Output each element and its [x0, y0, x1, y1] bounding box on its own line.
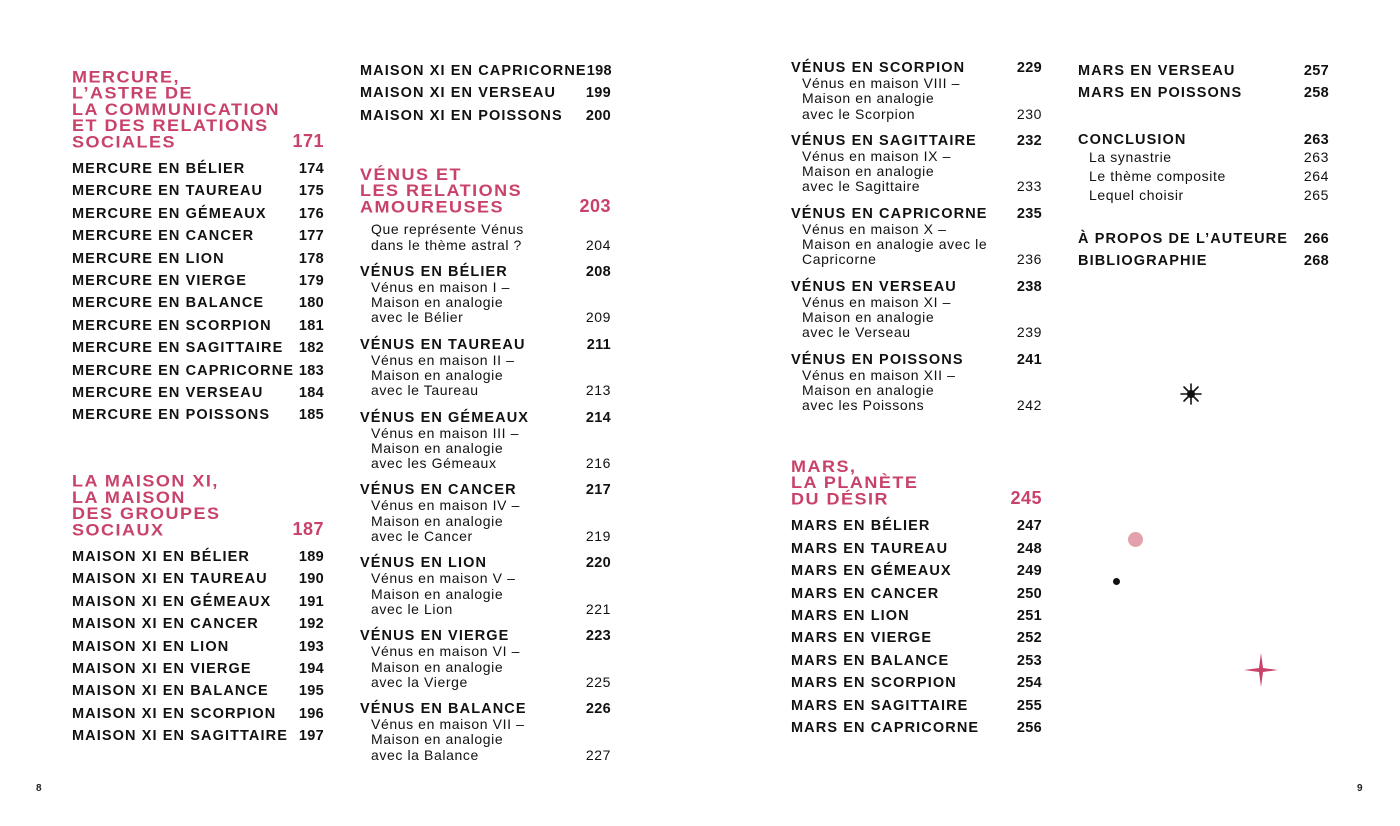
toc-entry[interactable]: MERCURE EN VERSEAU 184: [72, 385, 324, 402]
toc-entry[interactable]: MARS EN VERSEAU 257: [1078, 63, 1329, 79]
conclusion-group: [1078, 132, 1329, 205]
toc-subentry[interactable]: Vénus en maison IV – Maison en analogie avec le Cancer 219: [371, 497, 611, 545]
toc-column-2: [360, 60, 611, 763]
section-title: MERCURE, L’ASTRE DE LA COMMUNICATION ET DES RELATIONS SOCIALES: [72, 68, 280, 151]
toc-entry[interactable]: MARS EN VIERGE 252: [791, 630, 1042, 647]
entry-list-mars-cont: [1078, 60, 1329, 105]
toc-entry[interactable]: MERCURE EN BÉLIER 174: [72, 161, 324, 177]
toc-subentry[interactable]: Vénus en maison III – Maison en analogie avec les Gémeaux 216: [371, 424, 611, 472]
toc-entry[interactable]: MAISON XI EN SCORPION 196: [72, 705, 324, 722]
toc-entry[interactable]: MERCURE EN GÉMEAUX 176: [72, 205, 324, 222]
toc-subentry[interactable]: Le thème composite 264: [1089, 167, 1329, 184]
toc-entry[interactable]: MERCURE EN POISSONS 185: [72, 407, 324, 424]
toc-entry[interactable]: MARS EN TAUREAU 248: [791, 540, 1042, 557]
toc-entry[interactable]: VÉNUS EN BÉLIER 208: [360, 263, 611, 280]
section-heading-mercure: [72, 60, 324, 150]
toc-entry[interactable]: MARS EN CANCER 250: [791, 585, 1042, 602]
entry-list-mars: [791, 515, 1042, 739]
black-star-icon: [1180, 383, 1202, 405]
toc-column-1: [72, 60, 324, 748]
toc-entry[interactable]: MAISON XI EN GÉMEAUX 191: [72, 593, 324, 610]
toc-group: [791, 60, 1042, 122]
toc-group: [791, 133, 1042, 195]
section-heading-venus: [360, 161, 611, 215]
toc-subentry[interactable]: Vénus en maison II – Maison en analogie avec le Taureau 213: [371, 351, 611, 399]
section-page: 203: [579, 196, 611, 217]
toc-entry[interactable]: MAISON XI EN BÉLIER 189: [72, 548, 324, 565]
page-number-right: 9: [1357, 783, 1363, 794]
toc-subentry[interactable]: Lequel choisir 265: [1089, 186, 1329, 203]
section-heading-mars: [791, 453, 1042, 507]
section-page: 171: [292, 131, 324, 151]
pink-planet-dot-icon: [1128, 532, 1143, 547]
toc-subentry[interactable]: La synastrie 263: [1089, 148, 1329, 165]
toc-entry[interactable]: MAISON XI EN CAPRICORNE 198: [360, 63, 612, 79]
toc-entry[interactable]: MAISON XI EN BALANCE 195: [72, 683, 324, 700]
toc-entry[interactable]: VÉNUS EN SAGITTAIRE 232: [791, 132, 1042, 149]
toc-entry[interactable]: VÉNUS EN BALANCE 226: [360, 701, 611, 718]
toc-entry[interactable]: VÉNUS EN TAUREAU 211: [360, 336, 611, 353]
toc-entry[interactable]: MAISON XI EN POISSONS 200: [360, 107, 611, 124]
toc-group: [360, 337, 611, 399]
page-number-left: 8: [36, 783, 42, 794]
toc-group: [360, 701, 611, 763]
entry-list-maison-xi-cont: [360, 60, 611, 127]
venus-groups: [360, 264, 611, 763]
toc-entry-conclusion[interactable]: CONCLUSION 263: [1078, 131, 1329, 148]
entry-list-maison-xi: [72, 546, 324, 748]
toc-subentry[interactable]: Vénus en maison VIII – Maison en analogie avec le Scorpion 230: [802, 75, 1042, 122]
toc-entry[interactable]: VÉNUS EN CAPRICORNE 235: [791, 205, 1042, 222]
toc-entry[interactable]: MERCURE EN BALANCE 180: [72, 295, 324, 312]
toc-group: [791, 206, 1042, 268]
entry-list-mercure: [72, 158, 324, 427]
toc-entry[interactable]: VÉNUS EN CANCER 217: [360, 482, 611, 499]
toc-entry[interactable]: MAISON XI EN TAUREAU 190: [72, 571, 324, 588]
toc-entry[interactable]: MERCURE EN LION 178: [72, 250, 324, 267]
toc-entry[interactable]: MERCURE EN CAPRICORNE 183: [72, 362, 324, 379]
toc-entry[interactable]: MAISON XI EN LION 193: [72, 638, 324, 655]
toc-column-4: [1078, 60, 1329, 273]
venus-groups-cont: [791, 60, 1042, 413]
black-planet-dot-icon: [1113, 578, 1120, 585]
toc-entry[interactable]: VÉNUS EN LION 220: [360, 555, 611, 572]
toc-entry[interactable]: MERCURE EN SAGITTAIRE 182: [72, 340, 324, 357]
section-title: VÉNUS ET LES RELATIONS AMOUREUSES: [360, 165, 523, 217]
toc-entry[interactable]: MARS EN CAPRICORNE 256: [791, 720, 1042, 737]
toc-entry[interactable]: VÉNUS EN VIERGE 223: [360, 628, 611, 645]
section-title: LA MAISON XI, LA MAISON DES GROUPES SOCIAUX: [72, 472, 221, 539]
toc-group: [360, 555, 611, 617]
toc-entry[interactable]: MARS EN SCORPION 254: [791, 675, 1042, 692]
toc-group: [791, 279, 1042, 341]
toc-entry[interactable]: MERCURE EN VIERGE 179: [72, 273, 324, 290]
toc-entry[interactable]: MAISON XI EN SAGITTAIRE 197: [72, 728, 324, 745]
toc-group: [360, 264, 611, 326]
section-page: 187: [292, 518, 324, 539]
toc-group: [360, 482, 611, 544]
toc-entry[interactable]: VÉNUS EN POISSONS 241: [791, 351, 1042, 368]
toc-subentry[interactable]: Vénus en maison VI – Maison en analogie avec la Vierge 225: [371, 643, 611, 690]
toc-entry[interactable]: À PROPOS DE L’AUTEURE 266: [1078, 230, 1329, 247]
toc-group: [360, 410, 611, 472]
toc-entry[interactable]: VÉNUS EN SCORPION 229: [791, 60, 1042, 76]
toc-subentry[interactable]: Vénus en maison X – Maison en analogie avec le Capricorne 236: [802, 220, 1042, 268]
toc-entry[interactable]: MERCURE EN TAUREAU 175: [72, 183, 324, 200]
toc-subentry[interactable]: Vénus en maison I – Maison en analogie avec le Bélier 209: [371, 278, 611, 326]
toc-entry[interactable]: VÉNUS EN GÉMEAUX 214: [360, 409, 611, 426]
toc-subentry[interactable]: Vénus en maison VII – Maison en analogie avec la Balance 227: [371, 716, 611, 763]
toc-group: [360, 628, 611, 690]
toc-entry[interactable]: BIBLIOGRAPHIE 268: [1078, 253, 1329, 270]
toc-entry[interactable]: VÉNUS EN VERSEAU 238: [791, 278, 1042, 295]
toc-subentry[interactable]: Vénus en maison XI – Maison en analogie avec le Verseau 239: [802, 293, 1042, 341]
toc-entry[interactable]: MARS EN SAGITTAIRE 255: [791, 697, 1042, 714]
pink-sparkle-star-icon: [1244, 653, 1278, 687]
toc-entry[interactable]: MAISON XI EN CANCER 192: [72, 616, 324, 633]
toc-entry[interactable]: MAISON XI EN VERSEAU 199: [360, 85, 611, 102]
toc-entry[interactable]: MERCURE EN SCORPION 181: [72, 317, 324, 334]
toc-entry[interactable]: MARS EN BALANCE 253: [791, 652, 1042, 669]
toc-subentry-intro[interactable]: Que représente Vénus dans le thème astral ? 204: [371, 221, 611, 253]
section-heading-maison-xi: [72, 466, 324, 538]
toc-subentry[interactable]: Vénus en maison IX – Maison en analogie avec le Sagittaire 233: [802, 147, 1042, 195]
toc-entry[interactable]: MERCURE EN CANCER 177: [72, 228, 324, 245]
toc-entry[interactable]: MARS EN POISSONS 258: [1078, 85, 1329, 102]
toc-group: [791, 352, 1042, 414]
toc-subentry[interactable]: Vénus en maison XII – Maison en analogie avec les Poissons 242: [802, 366, 1042, 414]
toc-entry[interactable]: MARS EN LION 251: [791, 608, 1042, 625]
toc-entry[interactable]: MARS EN BÉLIER 247: [791, 518, 1042, 535]
toc-entry[interactable]: MAISON XI EN VIERGE 194: [72, 660, 324, 677]
toc-entry[interactable]: MARS EN GÉMEAUX 249: [791, 563, 1042, 580]
toc-subentry[interactable]: Vénus en maison V – Maison en analogie avec le Lion 221: [371, 570, 611, 617]
end-matter-list: [1078, 228, 1329, 273]
section-page: 245: [1010, 488, 1042, 509]
section-title: MARS, LA PLANÈTE DU DÉSIR: [791, 457, 919, 509]
toc-column-3: [791, 60, 1042, 740]
